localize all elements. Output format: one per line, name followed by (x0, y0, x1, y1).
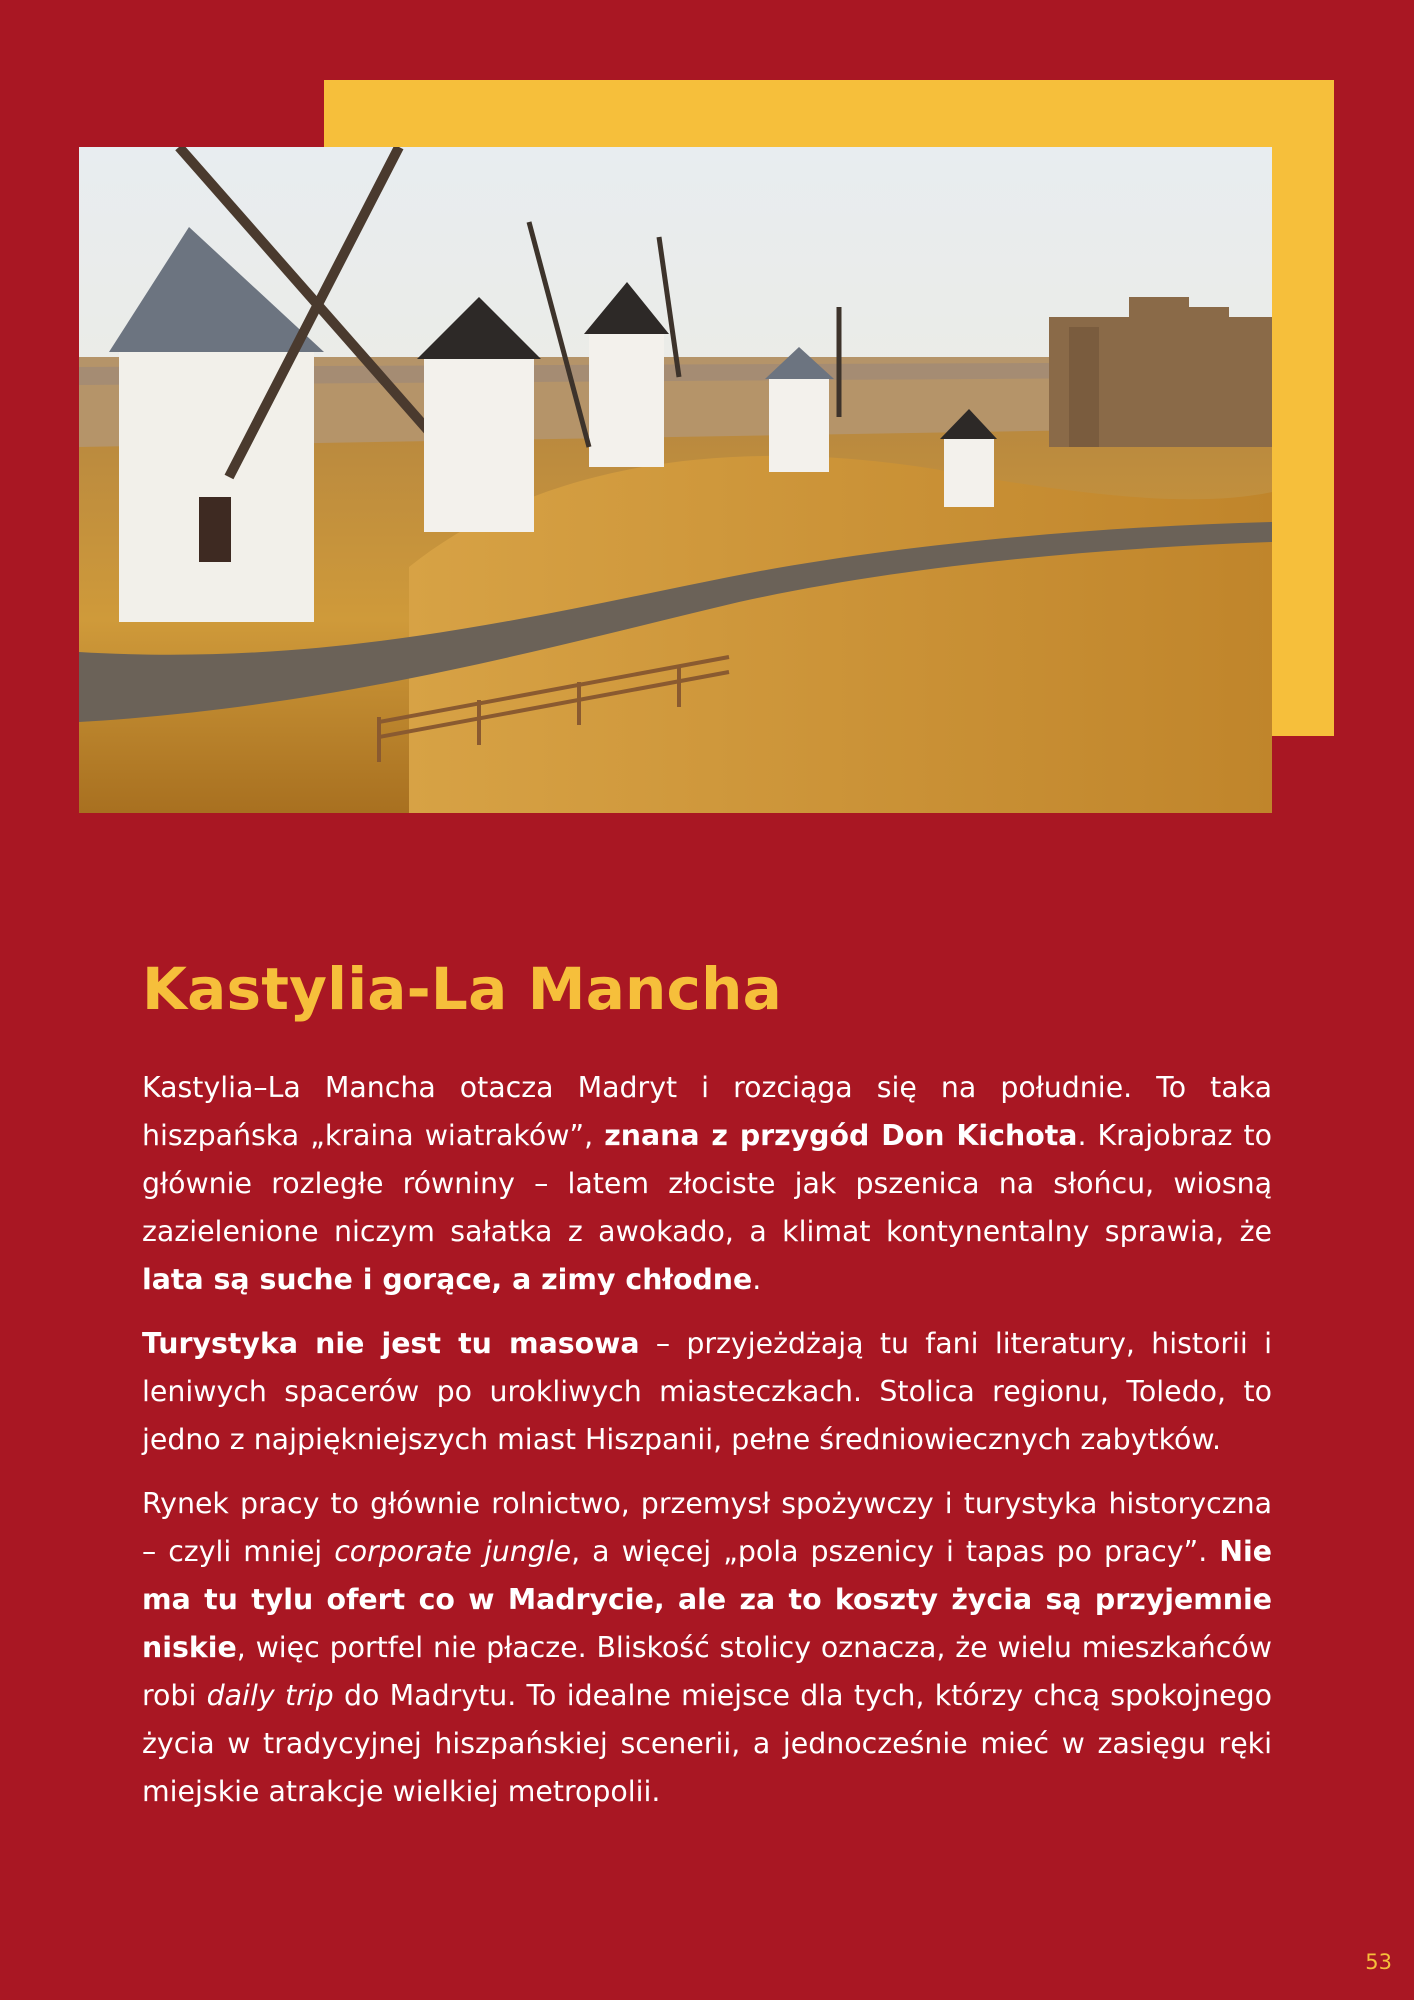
paragraph (142, 1320, 1272, 1464)
windmills-photo (79, 147, 1272, 813)
text-run: – przyjeżdżają tu fani literatury, historii i leniwych spacerów po urokliwych miasteczkach. Stolica regionu, Toledo, to jedno z najpiękniejszych miast Hiszpanii, pełne średniowiecznych zabytków. (142, 1327, 1272, 1456)
text-run: , a więcej „pola pszenicy i tapas po pracy”. (571, 1535, 1220, 1568)
text-run: , więc portfel nie płacze. Bliskość stolicy oznacza, że wielu mieszkańców robi (142, 1631, 1272, 1712)
page-title: Kastylia-La Mancha (142, 955, 782, 1023)
italic-text: corporate jungle (334, 1535, 572, 1568)
article-body (142, 1064, 1272, 1832)
paragraph (142, 1064, 1272, 1304)
page-number: 53 (1365, 1950, 1392, 1974)
text-run: . (752, 1263, 762, 1296)
bold-text: lata są suche i gorące, a zimy chłodne (142, 1263, 753, 1296)
text-run: . Krajobraz to głównie rozległe równiny – latem złociste jak pszenica na słońcu, wiosną zazielenione niczym sałatka z awokado, a klimat kontynentalny sprawia, że (142, 1119, 1272, 1248)
italic-text: daily trip (206, 1679, 334, 1712)
bold-text: Nie ma tu tylu ofert co w Madrycie, ale za to koszty życia są przyjemnie niskie (142, 1535, 1272, 1664)
text-run: Rynek pracy to głównie rolnictwo, przemysł spożywczy i turystyka historyczna – czyli mniej (142, 1487, 1272, 1568)
text-run: do Madrytu. To idealne miejsce dla tych, którzy chcą spokojnego życia w tradycyjnej hiszpańskiej scenerii, a jednocześnie mieć w zasięgu ręki miejskie atrakcje wielkiej metropolii. (142, 1679, 1273, 1808)
text-run: Kastylia–La Mancha otacza Madryt i rozciąga się na południe. To taka hiszpańska „kraina wiatraków”, (142, 1071, 1272, 1152)
bold-text: Turystyka nie jest tu masowa (142, 1327, 640, 1360)
bold-text: znana z przygód Don Kichota (604, 1119, 1078, 1152)
paragraph (142, 1480, 1272, 1816)
